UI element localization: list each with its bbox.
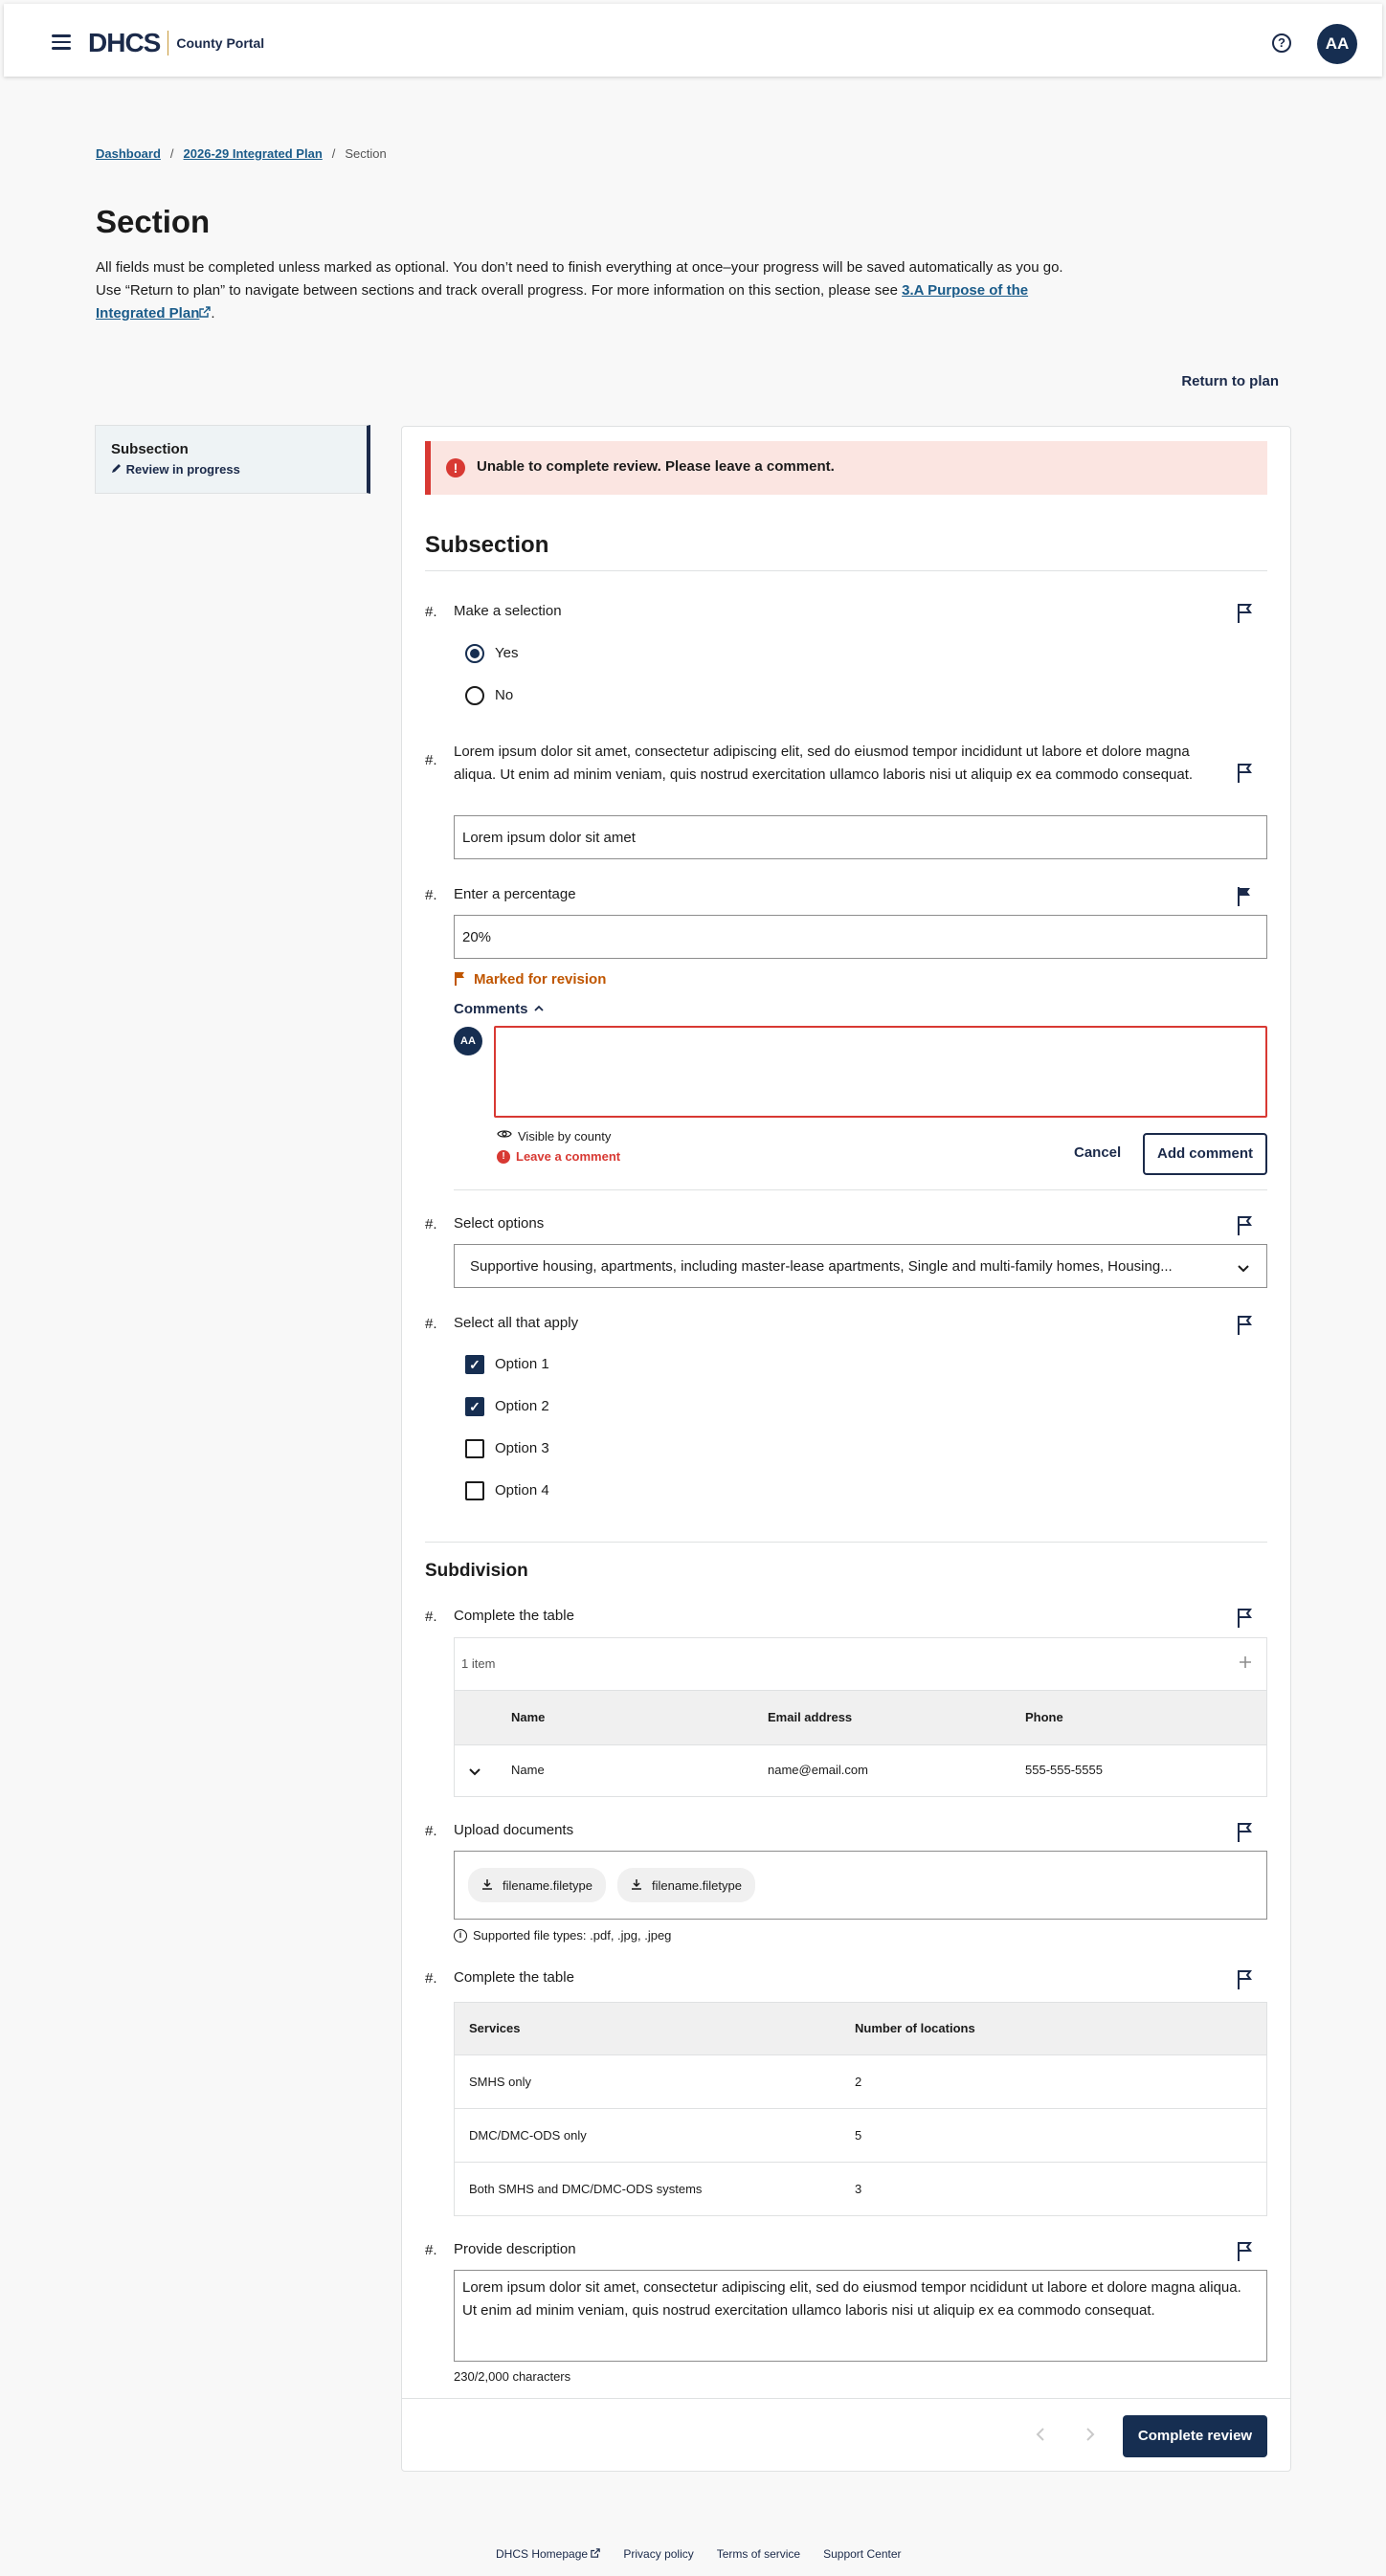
chevron-left-icon[interactable] <box>1036 2425 1045 2447</box>
question-number: #. <box>425 887 437 903</box>
row-divider <box>455 2162 1266 2163</box>
side-nav-status-text: Review in progress <box>125 462 240 477</box>
checkbox-option-2-label: Option 2 <box>495 1398 549 1414</box>
question-number: #. <box>425 1823 437 1839</box>
table-cell: DMC/DMC-ODS only <box>469 2128 587 2143</box>
commenter-avatar: AA <box>454 1027 482 1055</box>
table-cell: Both SMHS and DMC/DMC-ODS systems <box>469 2182 703 2196</box>
question-number: #. <box>425 1609 437 1625</box>
cancel-button[interactable]: Cancel <box>1074 1144 1122 1161</box>
intro-line-2-text: Use “Return to plan” to navigate between sections and track overall progress. For more information on this section, please see <box>96 282 903 299</box>
chevron-down-icon[interactable] <box>468 1765 481 1782</box>
breadcrumb <box>96 146 387 161</box>
checkbox-option-3[interactable] <box>465 1439 484 1458</box>
radio-no-label: No <box>495 687 514 703</box>
comments-toggle-label: Comments <box>454 1000 528 1017</box>
radio-yes-label: Yes <box>495 645 519 661</box>
add-comment-button[interactable]: Add comment <box>1143 1133 1267 1175</box>
table-cell: name@email.com <box>768 1763 868 1777</box>
q5-label: Select all that apply <box>454 1315 579 1331</box>
table-cell: 555-555-5555 <box>1025 1763 1103 1777</box>
comment-error-text: Leave a comment <box>516 1149 621 1164</box>
q7-label: Upload documents <box>454 1822 574 1838</box>
breadcrumb-current: Section <box>345 146 387 161</box>
checkbox-option-4-label: Option 4 <box>495 1482 549 1499</box>
checkbox-option-3-label: Option 3 <box>495 1440 549 1456</box>
alert-text: Unable to complete review. Please leave a comment. <box>477 458 835 475</box>
character-count: 230/2,000 characters <box>454 2369 571 2384</box>
table-cell: SMHS only <box>469 2075 532 2089</box>
side-nav-title: Subsection <box>111 441 189 457</box>
return-to-plan-link[interactable]: Return to plan <box>1181 373 1279 389</box>
table-cell: Name <box>511 1763 545 1777</box>
column-header: Name <box>511 1710 546 1724</box>
supported-types <box>454 1928 671 1943</box>
app-header <box>4 4 1382 77</box>
comment-error <box>497 1149 620 1164</box>
chevron-down-icon[interactable] <box>1237 1261 1250 1278</box>
dhcs-logo[interactable] <box>88 29 264 57</box>
divider <box>454 1189 1267 1190</box>
multi-select-value: Supportive housing, apartments, including master-lease apartments, Single and multi-family homes, Housing... <box>470 1257 1173 1275</box>
column-header: Phone <box>1025 1710 1063 1724</box>
download-icon <box>631 1878 642 1893</box>
flag-icon[interactable] <box>1236 2241 1255 2262</box>
external-link-icon <box>199 305 211 322</box>
column-header: Email address <box>768 1710 853 1724</box>
checkbox-option-1[interactable]: ✓ <box>465 1355 484 1374</box>
breadcrumb-separator: / <box>331 146 336 161</box>
question-number: #. <box>425 604 437 620</box>
error-icon: ! <box>446 458 465 477</box>
visibility-text: Visible by county <box>518 1128 612 1144</box>
item-count: 1 item <box>461 1656 496 1671</box>
footer-link-terms[interactable]: Terms of service <box>716 2547 801 2561</box>
flag-icon[interactable] <box>1236 1822 1255 1843</box>
question-number: #. <box>425 2242 437 2258</box>
file-chip[interactable] <box>617 1868 755 1902</box>
logo-text: DHCS <box>88 28 161 57</box>
divider <box>425 570 1267 571</box>
table-cell: 2 <box>855 2075 862 2089</box>
chevron-up-icon <box>534 1000 544 1017</box>
breadcrumb-separator: / <box>169 146 174 161</box>
column-header: Number of locations <box>855 2021 975 2035</box>
page-intro <box>96 256 1101 325</box>
breadcrumb-plan[interactable]: 2026-29 Integrated Plan <box>183 146 323 161</box>
checkbox-option-2[interactable]: ✓ <box>465 1397 484 1416</box>
info-icon: i <box>454 1929 467 1943</box>
portal-name: County Portal <box>176 35 265 51</box>
comment-textarea[interactable] <box>494 1026 1267 1118</box>
error-alert <box>425 441 1267 495</box>
description-textarea[interactable]: Lorem ipsum dolor sit amet, consectetur adipiscing elit, sed do eiusmod tempor ncididunt ut labore et dolore magna aliqua. Ut enim ad minim veniam, quis nostrud exercitation ullamco laboris nisi ut aliquip ex ea commodo consequat. <box>454 2270 1267 2362</box>
q3-label: Enter a percentage <box>454 886 576 902</box>
chevron-right-icon[interactable] <box>1085 2425 1095 2447</box>
side-nav-subsection[interactable] <box>95 425 370 494</box>
visibility-info <box>497 1127 611 1144</box>
intro-line-1: All fields must be completed unless marked as optional. You don’t need to finish everything at once–your progress will be saved automatically as you go. <box>96 259 1063 276</box>
footer-link-homepage[interactable] <box>496 2547 600 2561</box>
radio-no[interactable] <box>465 686 484 705</box>
q4-label: Select options <box>454 1215 545 1232</box>
q2-label: Lorem ipsum dolor sit amet, consectetur adipiscing elit, sed do eiusmod tempor incididunt ut labore et dolore magna aliqua. Ut enim ad minim veniam, quis nostrud exercitation ullamco laboris nisi ut aliquip ex ea commodo consequat. <box>454 744 1194 783</box>
footer-link-privacy[interactable]: Privacy policy <box>623 2547 694 2561</box>
table-cell: 3 <box>855 2182 862 2196</box>
file-name: filename.filetype <box>503 1877 592 1893</box>
q8-label: Complete the table <box>454 1969 574 1986</box>
file-chip[interactable] <box>468 1868 606 1902</box>
flag-icon[interactable] <box>1236 1969 1255 1990</box>
marked-flag-icon <box>454 971 467 991</box>
checkbox-option-1-label: Option 1 <box>495 1356 549 1372</box>
subsection-title: Subsection <box>425 532 549 558</box>
flag-icon[interactable] <box>1236 763 1255 784</box>
question-number: #. <box>425 1216 437 1232</box>
breadcrumb-dashboard[interactable]: Dashboard <box>96 146 161 161</box>
eye-icon <box>497 1127 512 1144</box>
flag-icon[interactable] <box>1236 1608 1255 1629</box>
table-cell: 5 <box>855 2128 862 2143</box>
q6-label: Complete the table <box>454 1608 574 1624</box>
hamburger-menu-icon[interactable] <box>50 31 73 52</box>
flag-filled-icon[interactable] <box>1236 886 1255 907</box>
help-icon[interactable]: ? <box>1272 33 1291 53</box>
q9-label: Provide description <box>454 2241 576 2257</box>
error-icon: ! <box>497 1150 510 1164</box>
user-avatar[interactable]: AA <box>1317 24 1357 64</box>
radio-yes[interactable] <box>465 644 484 663</box>
complete-review-button[interactable]: Complete review <box>1123 2415 1267 2457</box>
multi-select-dropdown[interactable] <box>454 1244 1267 1288</box>
row-divider <box>455 2108 1266 2109</box>
download-icon <box>481 1878 493 1893</box>
supported-types-text: Supported file types: .pdf, .jpg, .jpeg <box>473 1928 672 1943</box>
table-header <box>455 1690 1266 1745</box>
footer-links <box>496 2547 902 2561</box>
subdivision-title: Subdivision <box>425 1561 528 1581</box>
percentage-input[interactable]: 20% <box>454 915 1267 959</box>
marked-for-revision: Marked for revision <box>474 971 607 988</box>
footer-link-homepage-label: DHCS Homepage <box>496 2547 589 2561</box>
question-number: #. <box>425 1970 437 1987</box>
add-icon[interactable] <box>1239 1655 1252 1674</box>
divider <box>425 1542 1267 1543</box>
column-header: Services <box>469 2021 521 2035</box>
q2-text-input[interactable]: Lorem ipsum dolor sit amet <box>454 815 1267 859</box>
intro-suffix: . <box>211 305 215 322</box>
flag-icon[interactable] <box>1236 1215 1255 1236</box>
footer-link-support[interactable]: Support Center <box>823 2547 902 2561</box>
pencil-icon <box>111 462 123 477</box>
intro-line-2 <box>96 279 1101 325</box>
file-name: filename.filetype <box>652 1877 742 1893</box>
flag-icon[interactable] <box>1236 1315 1255 1336</box>
question-number: #. <box>425 752 437 768</box>
question-number: #. <box>425 1316 437 1332</box>
page-title: Section <box>96 204 211 239</box>
flag-icon[interactable] <box>1236 603 1255 624</box>
card-footer-divider <box>402 2398 1290 2399</box>
intro-link[interactable]: 3.A Purpose of the Integrated Plan <box>96 282 1029 322</box>
checkbox-option-4[interactable] <box>465 1481 484 1500</box>
external-link-icon <box>591 2547 600 2561</box>
q1-label: Make a selection <box>454 603 562 619</box>
side-nav-status <box>111 462 240 477</box>
comments-toggle[interactable] <box>454 1000 544 1017</box>
